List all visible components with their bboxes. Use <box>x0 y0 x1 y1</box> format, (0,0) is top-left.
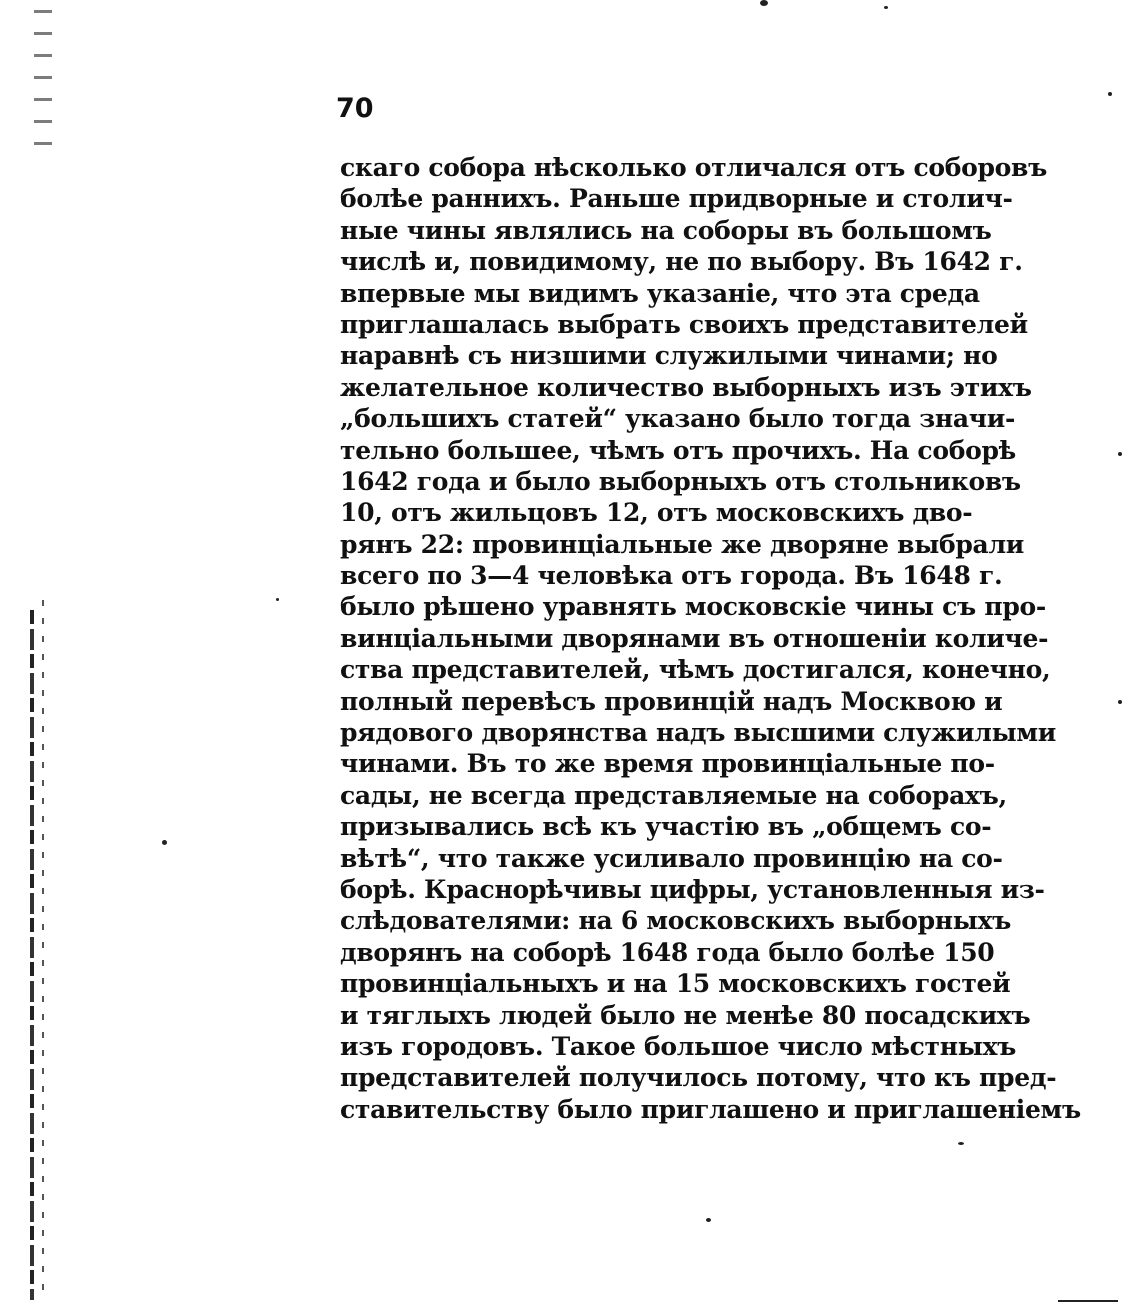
text-line: ставительству было приглашено и приглашеніемъ <box>340 1094 1081 1124</box>
text-line: „большихъ статей“ указано было тогда значи- <box>340 404 1016 434</box>
text-line: слѣдователями: на 6 московскихъ выборныхъ <box>340 906 1012 936</box>
text-line: желательное количество выборныхъ изъ этихъ <box>340 372 1032 402</box>
scan-speck <box>958 1142 964 1145</box>
scan-speck <box>1118 452 1122 456</box>
text-line: скаго собора нѣсколько отличался отъ соборовъ <box>340 153 1048 182</box>
text-line: и тяглыхъ людей было не менѣе 80 посадскихъ <box>340 1000 1031 1030</box>
text-line: числѣ и, повидимому, не по выбору. Въ 1642 г. <box>340 247 1023 277</box>
text-line: винціальными дворянами въ отношеніи количе- <box>340 623 1049 653</box>
text-line: ные чины являлись на соборы въ большомъ <box>340 215 992 245</box>
text-line: ства представителей, чѣмъ достигался, конечно, <box>340 655 1051 685</box>
text-line: было рѣшено уравнять московскіе чины съ про- <box>340 592 1046 622</box>
text-line: сады, не всегда представляемые на соборахъ, <box>340 780 1007 810</box>
text-line: впервые мы видимъ указаніе, что эта среда <box>340 278 980 308</box>
text-line: всего по 3—4 человѣка отъ города. Въ 1648 г. <box>340 561 1003 591</box>
text-line: призывались всѣ къ участію въ „общемъ со- <box>340 812 992 842</box>
scan-speck <box>1108 92 1112 96</box>
scan-rule-artifact <box>1058 1300 1118 1302</box>
text-line: наравнѣ съ низшими служилыми чинами; но <box>340 341 998 371</box>
scan-speck <box>884 6 888 9</box>
text-line: тельно большее, чѣмъ отъ прочихъ. На соборѣ <box>340 435 1016 465</box>
scan-speck <box>760 0 768 6</box>
text-line: чинами. Въ то же время провинціальные по- <box>340 749 995 779</box>
text-line: провинціальныхъ и на 15 московскихъ гостей <box>340 969 1011 999</box>
text-line: изъ городовъ. Такое большое число мѣстныхъ <box>340 1031 1016 1061</box>
scan-speck <box>162 840 167 845</box>
text-line: полный перевѣсъ провинцій надъ Москвою и <box>340 686 1003 716</box>
scan-speck <box>276 598 279 601</box>
page-number: 70 <box>336 93 374 124</box>
binding-edge-artifact-top <box>34 10 52 150</box>
text-line: борѣ. Краснорѣчивы цифры, установленныя из- <box>340 874 1045 904</box>
scan-speck <box>706 1218 711 1222</box>
text-line: болѣе раннихъ. Раньше придворные и столич- <box>340 184 1013 214</box>
text-line: рянъ 22: провинціальные же дворяне выбрали <box>340 529 1025 559</box>
text-line: представителей получилось потому, что къ пред- <box>340 1063 1057 1093</box>
text-line: 10, отъ жильцовъ 12, отъ московскихъ дво- <box>340 498 973 528</box>
text-line: рядового дворянства надъ высшими служилыми <box>340 718 1057 748</box>
text-line: вѣтѣ“, что также усиливало провинцію на со- <box>340 843 1003 873</box>
text-line: приглашалась выбрать своихъ представителей <box>340 309 1028 339</box>
scan-speck <box>1118 700 1122 704</box>
text-line: 1642 года и было выборныхъ отъ стольниковъ <box>340 466 1021 496</box>
binding-edge-artifact <box>30 610 34 1300</box>
binding-edge-artifact-secondary <box>42 600 44 1300</box>
text-line: дворянъ на соборѣ 1648 года было болѣе 150 <box>340 937 995 967</box>
body-text <box>340 152 1081 1125</box>
